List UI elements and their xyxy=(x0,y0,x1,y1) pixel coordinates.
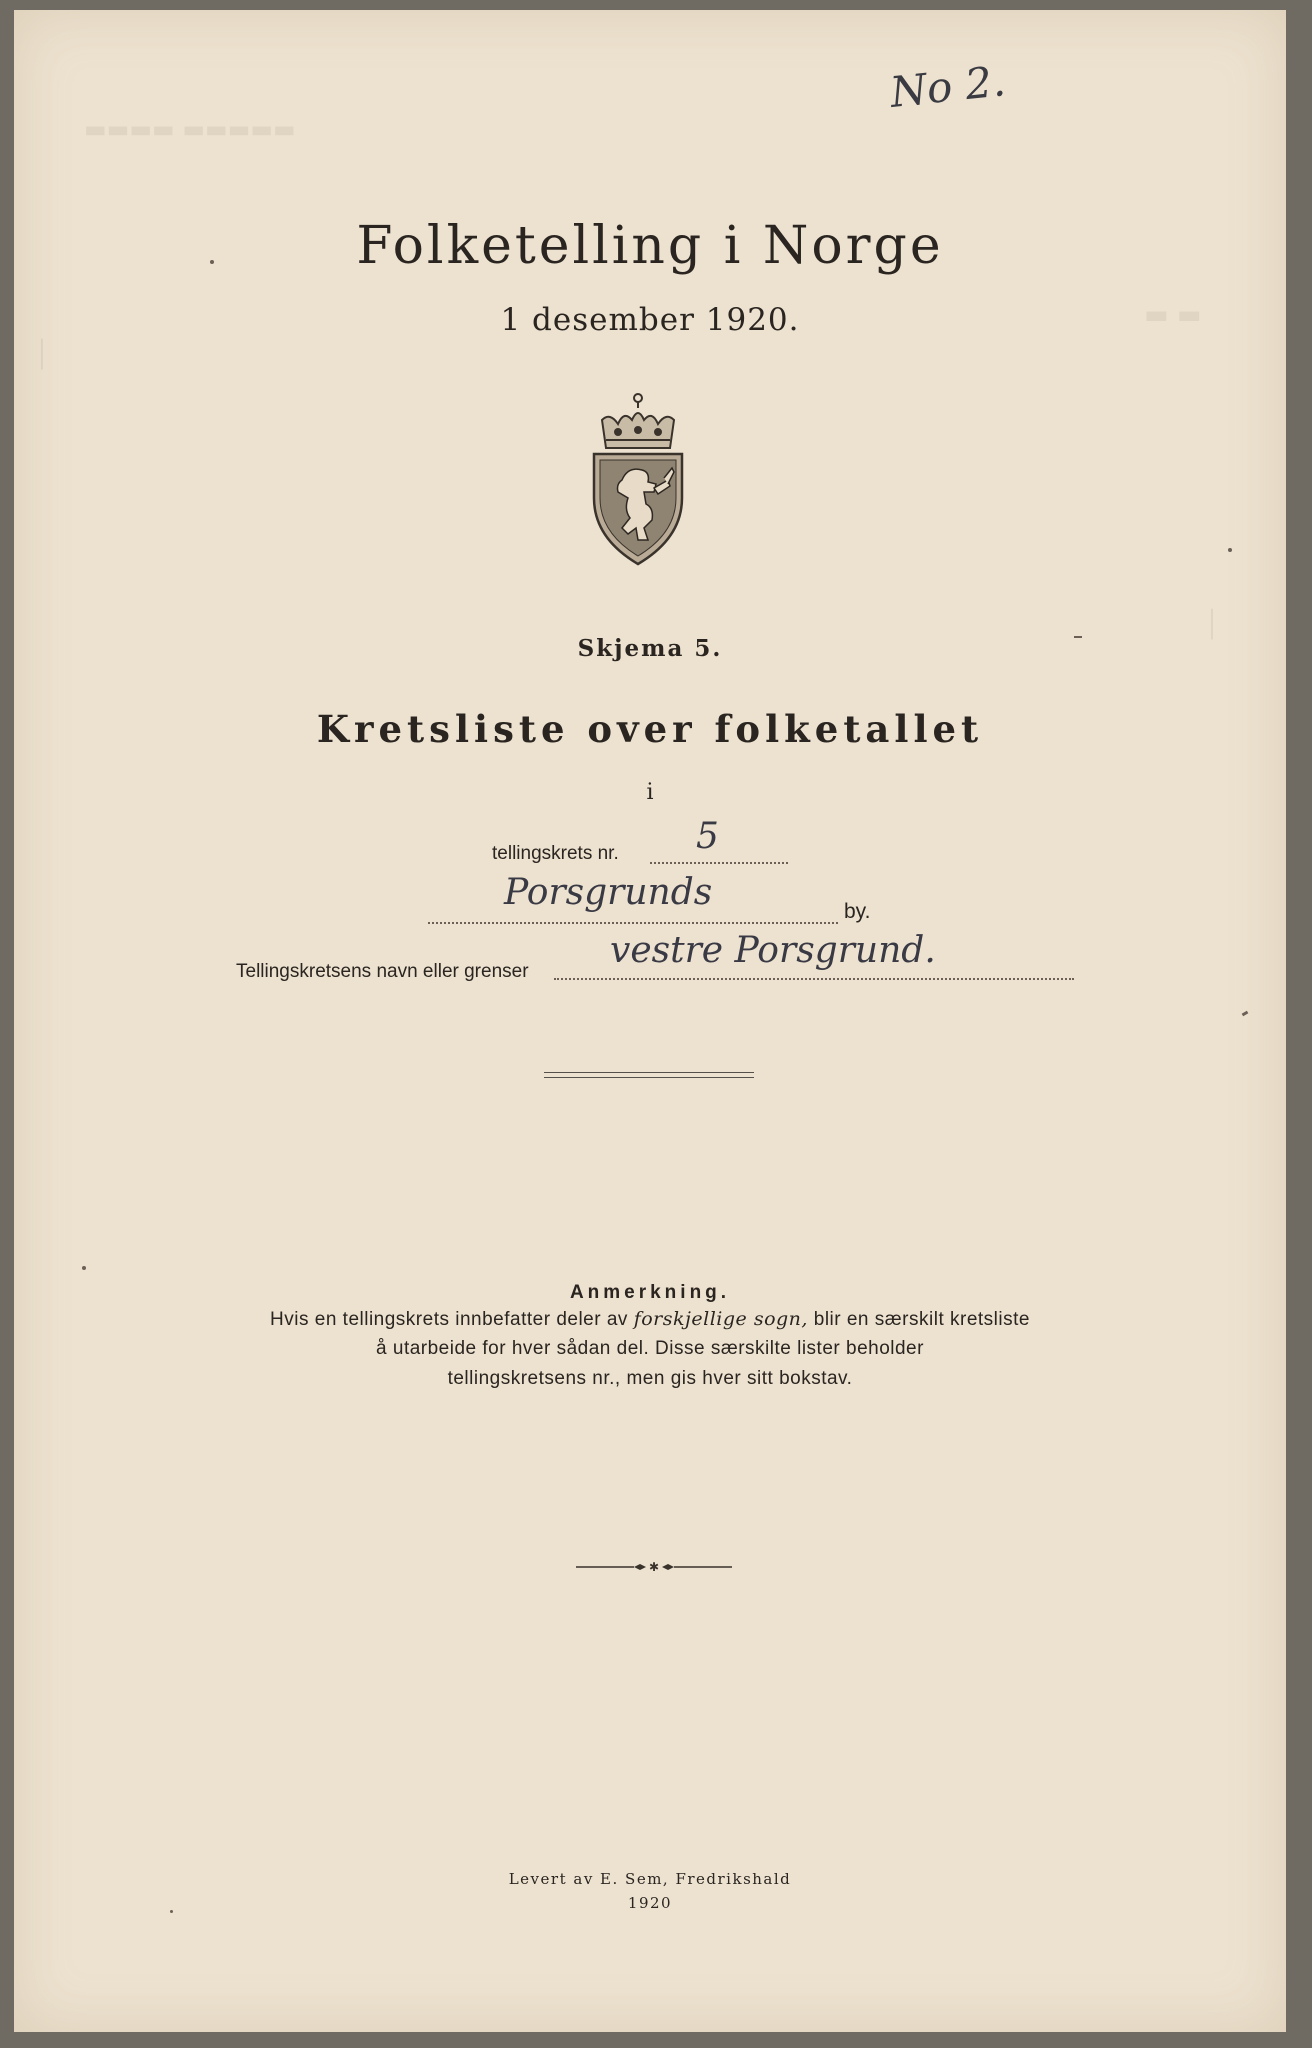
remark-heading: Anmerkning. xyxy=(569,1282,731,1303)
main-title: Folketelling i Norge xyxy=(356,216,944,276)
district-number-label: tellingskrets nr. xyxy=(492,843,619,864)
paper-speck xyxy=(1242,1011,1249,1017)
divider-rule xyxy=(544,1077,754,1078)
paper-speck xyxy=(1074,636,1082,638)
divider-rule xyxy=(544,1072,754,1073)
district-name-line xyxy=(554,978,1074,980)
town-suffix: by. xyxy=(844,900,871,923)
remark-line-3: tellingskretsens nr., men gis hver sitt bokstav. xyxy=(447,1368,853,1389)
svg-text:✱: ✱ xyxy=(648,1560,660,1574)
remark-line-1 xyxy=(14,1308,1286,1331)
form-number: Skjema 5. xyxy=(577,635,723,662)
district-name-label: Tellingskretsens navn eller grenser xyxy=(236,961,529,982)
norwegian-coat-of-arms-icon xyxy=(588,388,688,568)
bleed-through-mark: │ xyxy=(1204,610,1220,640)
remark-line-2: å utarbeide for hver sådan del. Disse særskilte lister beholder xyxy=(376,1338,924,1359)
census-date: 1 desember 1920. xyxy=(500,302,800,338)
bleed-through-mark: ▬ ▬ xyxy=(1144,300,1202,330)
paper-speck xyxy=(210,260,214,264)
printer-year: 1920 xyxy=(627,1894,673,1912)
town-value: Porsgrunds xyxy=(504,872,713,913)
district-name-value: vestre Porsgrund. xyxy=(610,930,936,971)
paper-speck xyxy=(170,1910,173,1913)
bleed-through-text: ▬▬▬▬ ▬▬▬▬▬ xyxy=(84,115,296,143)
preposition-text: i xyxy=(646,780,654,805)
paper-speck xyxy=(82,1266,86,1270)
printer-line: Levert av E. Sem, Fredrikshald xyxy=(508,1870,792,1888)
town-line xyxy=(428,922,838,924)
paper-speck xyxy=(1228,548,1232,552)
remark-line-1-emphasis: forskjellige sogn, xyxy=(633,1308,808,1330)
remark-line-1-start: Hvis en tellingskrets innbefatter deler av xyxy=(270,1309,628,1330)
remark-line-1-end: blir en særskilt kretsliste xyxy=(813,1309,1030,1330)
form-title: Kretsliste over folketallet xyxy=(316,707,984,751)
district-number-value: 5 xyxy=(696,816,719,857)
page-number: No 2. xyxy=(887,56,1008,117)
ornament-divider-icon xyxy=(574,1560,734,1574)
census-form-page xyxy=(14,10,1286,2032)
bleed-through-mark: │ xyxy=(34,340,50,370)
district-number-line xyxy=(650,862,788,864)
